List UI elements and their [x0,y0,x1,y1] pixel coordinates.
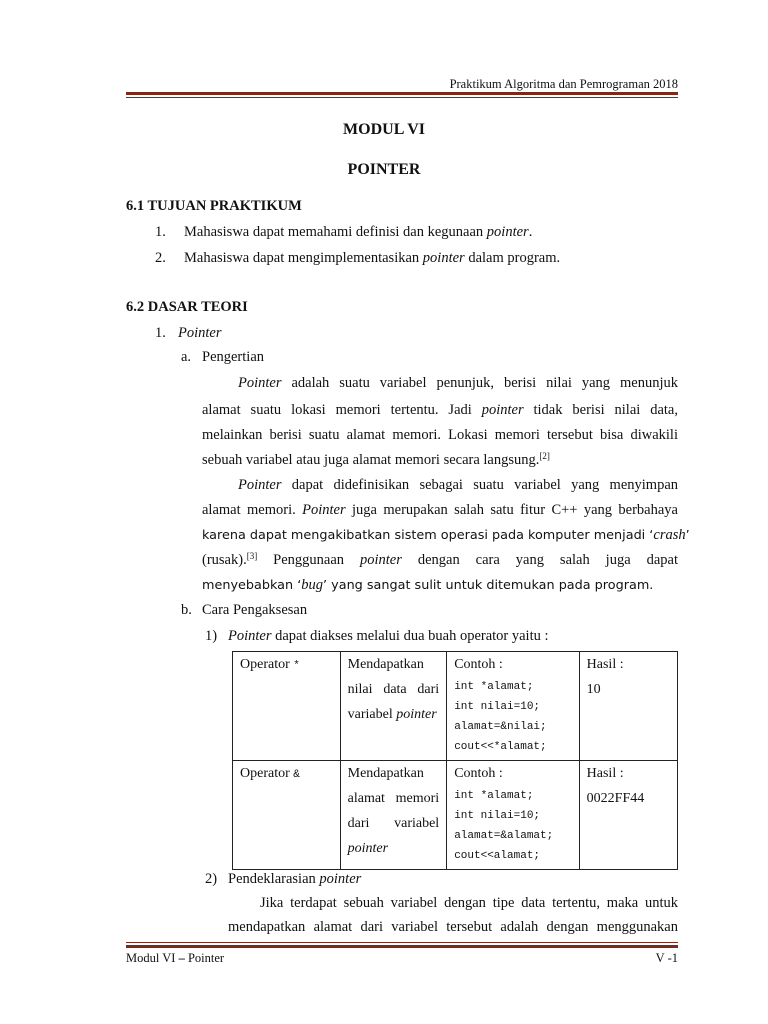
list-letter: a. [181,349,192,365]
table-cell: Mendapatkan nilai data dari variabel pointer [340,652,447,761]
footer-module: Modul VI – Pointer [126,951,225,965]
list-item: Mahasiswa dapat memahami definisi dan kegunaan pointer. [184,224,533,240]
section-heading-dasar-teori: 6.2 DASAR TEORI [126,299,248,315]
paragraph-line: menyebabkan ‘bug’ yang sangat sulit untuk ditemukan pada program. [202,577,654,593]
paragraph-line: sebuah variabel atau juga alamat memori secara langsung.[2] [202,451,550,468]
module-topic: POINTER [347,161,421,178]
paragraph-line: Jika terdapat sebuah variabel dengan tipe data tertentu, maka untuk [260,895,678,911]
operator-table [232,651,678,870]
code-line: int nilai=10; [454,701,541,713]
table-row [233,761,678,870]
list-item: Mahasiswa dapat mengimplementasikan pointer dalam program. [184,250,561,266]
subsection-pointer: Pointer [178,325,222,341]
header-rule-thin [126,97,678,98]
citation-ref: [3] [246,551,258,561]
table-cell: Operator & [233,761,341,870]
code-line: int *alamat; [454,681,534,693]
step-text: Pointer dapat diakses melalui dua buah operator yaitu : [228,628,549,644]
step-text: Pendeklarasian pointer [228,871,362,887]
paragraph-line: karena dapat mengakibatkan sistem operasi pada komputer menjadi ‘crash’ [202,527,690,543]
code-line: alamat=&alamat; [454,830,554,842]
list-number: 1. [155,224,166,240]
list-letter: b. [181,602,192,618]
subsection-cara-pengaksesan: Cara Pengaksesan [202,602,308,618]
code-line: alamat=&nilai; [454,721,547,733]
footer-rule-thick [126,945,678,948]
running-header: Praktikum Algoritma dan Pemrograman 2018 [449,77,678,91]
paragraph-line: alamat suatu lokasi memori tertentu. Jadi pointer tidak berisi nilai data, [202,402,678,418]
table-cell: Operator * [233,652,341,761]
module-title: MODUL VI [343,121,425,138]
header-rule-thick [126,92,678,95]
list-number: 1. [155,325,166,341]
subsection-pengertian: Pengertian [202,349,265,365]
list-number: 2. [155,250,166,266]
table-cell: Hasil : 10 [579,652,677,761]
footer-rule-thin [126,942,678,943]
paragraph-line: alamat memori. Pointer juga merupakan salah satu fitur C++ yang berbahaya [202,502,678,518]
code-line: int nilai=10; [454,810,541,822]
result-value: 0022FF44 [586,791,645,806]
list-number: 1) [205,628,218,644]
table-cell: Mendapatkan alamat memori dari variabel pointer [340,761,447,870]
section-heading-tujuan: 6.1 TUJUAN PRAKTIKUM [126,198,302,214]
result-value: 10 [586,682,601,697]
code-line: cout<<alamat; [454,850,541,862]
list-number: 2) [205,871,218,887]
table-row [233,652,678,761]
paragraph-line: melainkan berisi suatu alamat memori. Lokasi memori tersebut bisa diwakili [202,427,678,443]
paragraph-line: Pointer adalah suatu variabel penunjuk, berisi nilai yang menunjuk [238,375,678,391]
citation-ref: [2] [539,451,550,461]
table-cell: Contoh : int *alamat; int nilai=10; alamat=&alamat; cout<<alamat; [447,761,579,870]
code-line: int *alamat; [454,790,534,802]
paragraph-line: mendapatkan alamat dari variabel tersebut adalah dengan menggunakan [228,919,678,935]
table-cell: Contoh : int *alamat; int nilai=10; alamat=&nilai; cout<<*alamat; [447,652,579,761]
paragraph-line: Pointer dapat didefinisikan sebagai suatu variabel yang menyimpan [238,477,678,493]
paragraph-line: (rusak).[3] Penggunaan pointer dengan cara yang salah juga dapat [202,551,678,568]
code-line: cout<<*alamat; [454,741,547,753]
page-number: V -1 [655,951,678,965]
table-cell: Hasil : 0022FF44 [579,761,677,870]
